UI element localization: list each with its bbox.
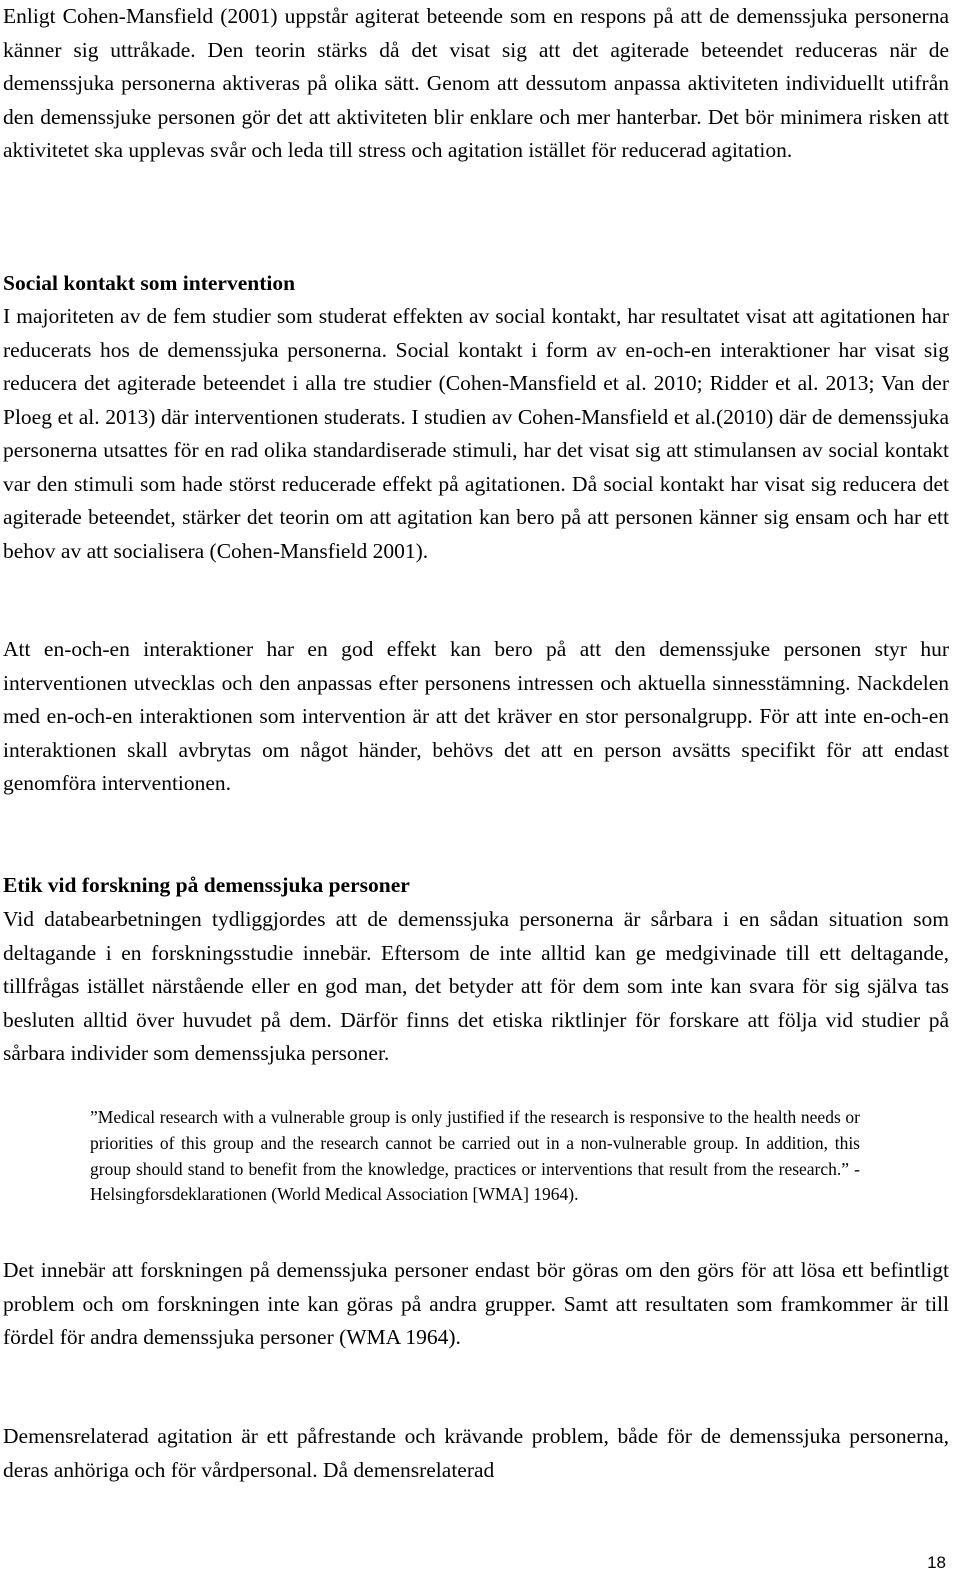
paragraph-agitation-problem: Demensrelaterad agitation är ett påfrestande och krävande problem, både för de demenssjuka personerna, deras anhöriga och för vårdpersonal. Då demensrelaterad [3,1424,949,1482]
block-quote-helsinki-declaration: ”Medical research with a vulnerable group is only justified if the research is responsive to the health needs or priorities of this group and the research cannot be carried out in a non-vulnerable group. In addition, this group should stand to benefit from the knowledge, practices or interventions that result from the research.” - Helsingforsdeklarationen (World Medical Association [WMA] 1964). [90,1107,860,1205]
paragraph-social-contact-results: I majoriteten av de fem studier som studerat effekten av social kontakt, har resultatet visat att agitationen har reducerats hos de demenssjuka personerna. Social kontakt i form av en-och-en interaktioner har visat sig reducera det agiterade beteendet i alla tre studier (Cohen-Mansfield et al. 2010; Ridder et al. 2013; Van der Ploeg et al. 2013) där interventionen studerats. I studien av Cohen-Mansfield et al.(2010) där de demenssjuka personerna utsattes för en rad olika standardiserade stimuli, har det visat sig att stimulansen av social kontakt var den stimuli som hade störst reducerade effekt på agitationen. Då social kontakt har visat sig reducera det agiterade beteendet, stärker det teorin om att agitation kan bero på att personen känner sig ensam och har ett behov av att socialisera (Cohen-Mansfield 2001). [3,304,949,563]
paragraph-one-on-one-interaction: Att en-och-en interaktioner har en god effekt kan bero på att den demenssjuke personen styr hur interventionen utvecklas och den anpassas efter personens intressen och aktuella sinnesstämning. Nackdelen med en-och-en interaktionen som intervention är att det kräver en stor personalgrupp. För att inte en-och-en interaktionen skall avbrytas om något händer, behövs det att en person avsätts specifikt för att endast genomföra interventionen. [3,637,949,795]
page-number: 18 [927,1553,946,1572]
paragraph-ethics-vulnerability: Vid databearbetningen tydliggjordes att de demenssjuka personerna är sårbara i en sådan situation som deltagande i en forskningsstudie innebär. Eftersom de inte alltid kan ge medgivinade till ett deltagande, tillfrågas istället närstående eller en god man, det betyder att för dem som inte kan svara för sig själva tas besluten alltid över huvudet på dem. Därför finns det etiska riktlinjer för forskare att följa vid studier på sårbara individer som demenssjuka personer. [3,907,949,1065]
paragraph-boredom-theory: Enligt Cohen-Mansfield (2001) uppstår agiterat beteende som en respons på att de demenssjuka personerna känner sig uttråkade. Den teorin stärks då det visat sig att det agiterade beteendet reduceras när de demenssjuka personerna aktiveras på olika sätt. Genom att dessutom anpassa aktiviteten individuellt utifrån den demenssjuke personen gör det att aktiviteten blir enklare och mer hanterbar. Det bör minimera risken att aktivitetet ska upplevas svår och leda till stress och agitation istället för reducerad agitation. [3,4,949,162]
paragraph-research-justification: Det innebär att forskningen på demenssjuka personer endast bör göras om den görs för att lösa ett befintligt problem och om forskningen inte kan göras på andra grupper. Samt att resultaten som framkommer är till fördel för andra demenssjuka personer (WMA 1964). [3,1258,949,1349]
section-heading-ethics: Etik vid forskning på demenssjuka personer [3,873,410,897]
section-heading-social-contact: Social kontakt som intervention [3,271,296,295]
